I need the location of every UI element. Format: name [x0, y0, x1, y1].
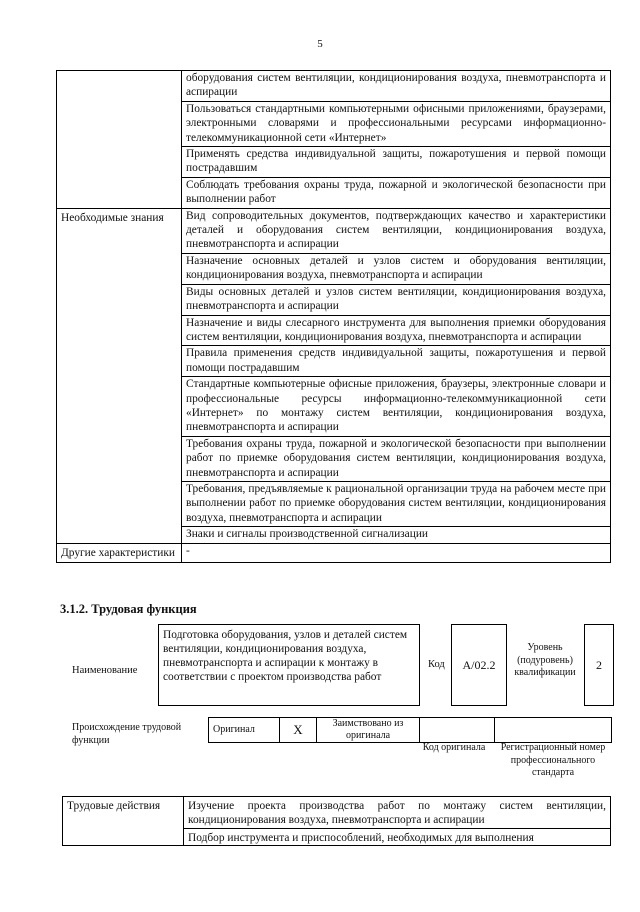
skills-label-cell: [57, 71, 182, 209]
knowledge-label: Необходимые знания: [57, 208, 182, 543]
origin-mark: X: [280, 718, 317, 743]
knowledge-item: Требования, предъявляемые к рациональной организации труда на рабочем месте при выполнении работ по приемке оборудования систем вентиляции, кондиционирования воздуха, пневмотранспорта и аспирации: [182, 481, 611, 526]
knowledge-item: Правила применения средств индивидуальной защиты, пожаротушения и первой помощи пострадавшим: [182, 346, 611, 377]
knowledge-item: Назначение основных деталей и узлов систем и оборудования вентиляции, кондиционирования воздуха, пневмотранспорта и аспирации: [182, 253, 611, 284]
origin-reg-cell: [495, 718, 612, 743]
level-label: Уровень (подуровень) квалификации: [514, 642, 576, 678]
skill-item: Применять средства индивидуальной защиты, пожаротушения и первой помощи пострадавшим: [182, 147, 611, 178]
action-item: Изучение проекта производства работ по монтажу систем вентиляции, кондиционирования воздуха, пневмотранспорта и аспирации: [184, 797, 611, 829]
other-label: Другие характеристики: [57, 543, 182, 562]
actions-label: Трудовые действия: [63, 797, 184, 846]
knowledge-item: Назначение и виды слесарного инструмента для выполнения приемки оборудования систем вентиляции, кондиционирования воздуха, пневмотранспорта и аспирации: [182, 315, 611, 346]
knowledge-item: Вид сопроводительных документов, подтверждающих качество и характеристики деталей и оборудования систем вентиляции, кондиционирования воздуха, пневмотранспорта и аспирации: [182, 208, 611, 253]
reg-caption: Регистрационный номер профессионального стандарта: [500, 742, 606, 778]
code-label: Код: [428, 659, 445, 670]
function-code: A/02.2: [451, 624, 507, 706]
origin-original: Оригинал: [209, 718, 280, 743]
other-value: -: [182, 543, 611, 562]
actions-table: [62, 796, 611, 846]
knowledge-item: Знаки и сигналы производственной сигнализации: [182, 527, 611, 543]
origin-label: Происхождение трудовой функции: [72, 722, 182, 746]
function-name: Подготовка оборудования, узлов и деталей систем вентиляции, кондиционирования воздуха, пневмотранспорта и аспирации к монтажу в соответствии с проектом производства работ: [158, 624, 420, 706]
knowledge-item: Стандартные компьютерные офисные приложения, браузеры, электронные словари и профессиональные ресурсы информационно-телекоммуникационной сети «Интернет» по монтажу систем вентиляции, кондиционирования воздуха, пневмотранспорта и аспирации: [182, 377, 611, 437]
skill-item: Пользоваться стандартными компьютерными офисными приложениями, браузерами, электронными словарями и профессиональными ресурсами информационно-телекоммуникационной сети «Интернет»: [182, 101, 611, 146]
function-level: 2: [584, 624, 614, 706]
knowledge-item: Требования охраны труда, пожарной и экологической безопасности при выполнении работ по приемке оборудования систем вентиляции, кондиционирования воздуха, пневмотранспорта и аспирации: [182, 436, 611, 481]
origin-table: [208, 717, 612, 743]
code-caption: Код оригинала: [422, 742, 486, 753]
function-name-label: Наименование: [72, 665, 138, 676]
section-title: 3.1.2. Трудовая функция: [60, 602, 197, 616]
action-item: Подбор инструмента и приспособлений, необходимых для выполнения: [184, 828, 611, 845]
origin-borrowed: Заимствовано из оригинала: [317, 718, 420, 743]
knowledge-item: Виды основных деталей и узлов систем вентиляции, кондиционирования воздуха, пневмотранспорта и аспирации: [182, 284, 611, 315]
skill-item: оборудования систем вентиляции, кондиционирования воздуха, пневмотранспорта и аспирации: [182, 71, 611, 102]
origin-code-cell: [420, 718, 495, 743]
page-number: 5: [317, 38, 323, 50]
skill-item: Соблюдать требования охраны труда, пожарной и экологической безопасности при выполнении работ: [182, 177, 611, 208]
requirements-table: [56, 70, 611, 563]
